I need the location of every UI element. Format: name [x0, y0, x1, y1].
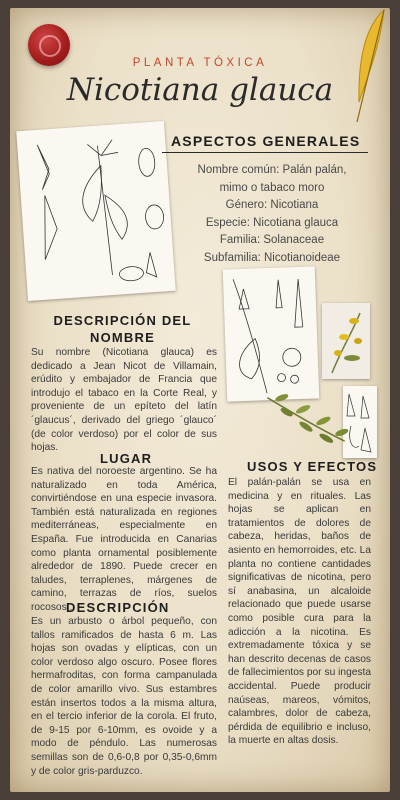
- nombre-heading-line2: NOMBRE: [90, 330, 155, 345]
- leaf-branch-icon: [262, 388, 350, 446]
- genus-line: Género: Nicotiana: [225, 199, 319, 211]
- lugar-heading: LUGAR: [100, 451, 153, 466]
- family-line: Familia: Solanaceae: [219, 234, 325, 246]
- descripcion-text: Es un arbusto o árbol pequeño, con tallos ramificados de hasta 6 m. Las hojas son ovadas y elípticas, con un color verdoso algo oscuro. Posee flores hermafroditas, con forma campanulada de color amarillo vivo. Sus estambres están insertos todos a la misma altura, en el tercio inferior de la corola. El fruto, de 9-15 por 6-10mm, es ovoide y a modo de péndulo. Las numerosas semillas son de 0,6-0,8 por 0,35-0,6mm y de color gris-parduzco.: [31, 616, 217, 777]
- nombre-heading: [30, 312, 215, 346]
- page-kicker: PLANTA TÓXICA: [132, 57, 268, 69]
- general-heading: ASPECTOS GENERALES: [171, 133, 361, 149]
- lugar-text: Es nativa del noroeste argentino. Se ha naturalizado en toda América, convirtiéndose en una especie invasora. También está naturalizada en regiones mediterráneas, especialmente en España. Fue introducida en Canarias como planta ornamental posiblemente alrededor de 1890. Puede crecer en taludes, terraplenes, márgenes de camino, terrazas de ríos, suelos rocosos...: [31, 466, 217, 613]
- branch-illustration: [223, 266, 320, 401]
- general-heading-rule: [162, 152, 368, 153]
- subfamily-line: Subfamilia: Nicotianoideae: [203, 251, 341, 264]
- yellow-flowers-photo: [322, 303, 370, 379]
- general-list: [172, 162, 372, 267]
- botanical-illustration: [16, 121, 175, 301]
- nombre-text: Su nombre (Nicotiana glauca) es dedicado a Jean Nicot de Villamain, erúdito y embajador de Francia que introdujo el tabaco en la Corte Real, y proveniente de un epíteto del latín ´glaucus´, derivado del griego ´glauco´ (de color verdoso) por el color de sus hojas.: [31, 347, 217, 454]
- common-name-line2: mimo o tabaco moro: [219, 181, 325, 194]
- usos-text: El palán-palán se usa en medicina y en rituales. Las hojas se aplican en tratamientos de dolores de cabeza, heridas, baños de asiento en hemorroides, etc. La planta no contiene cantidades significativas de nicotina, pero sí anabasina, un alcaloide relacionado que puede usarse como posible cura para la adicción a la nicotina. Es extremadamente tóxica y se han descrito decenas de casos de fallecimientos por su ingesta accidental. Puede producir naúseas, mareos, vómitos, calambres, dolor de cabeza, pérdida de equilibrio e incluso, la muerte en altas dosis.: [228, 477, 371, 747]
- page-title: Nicotiana glauca: [66, 72, 334, 108]
- usos-heading: USOS Y EFECTOS: [247, 459, 378, 474]
- descripcion-heading: DESCRIPCIÓN: [66, 600, 170, 615]
- nombre-heading-line1: DESCRIPCIÓN DEL: [53, 313, 192, 328]
- species-line: Especie: Nicotiana glauca: [205, 216, 339, 229]
- common-name-line1: Nombre común: Palán palán,: [197, 164, 347, 176]
